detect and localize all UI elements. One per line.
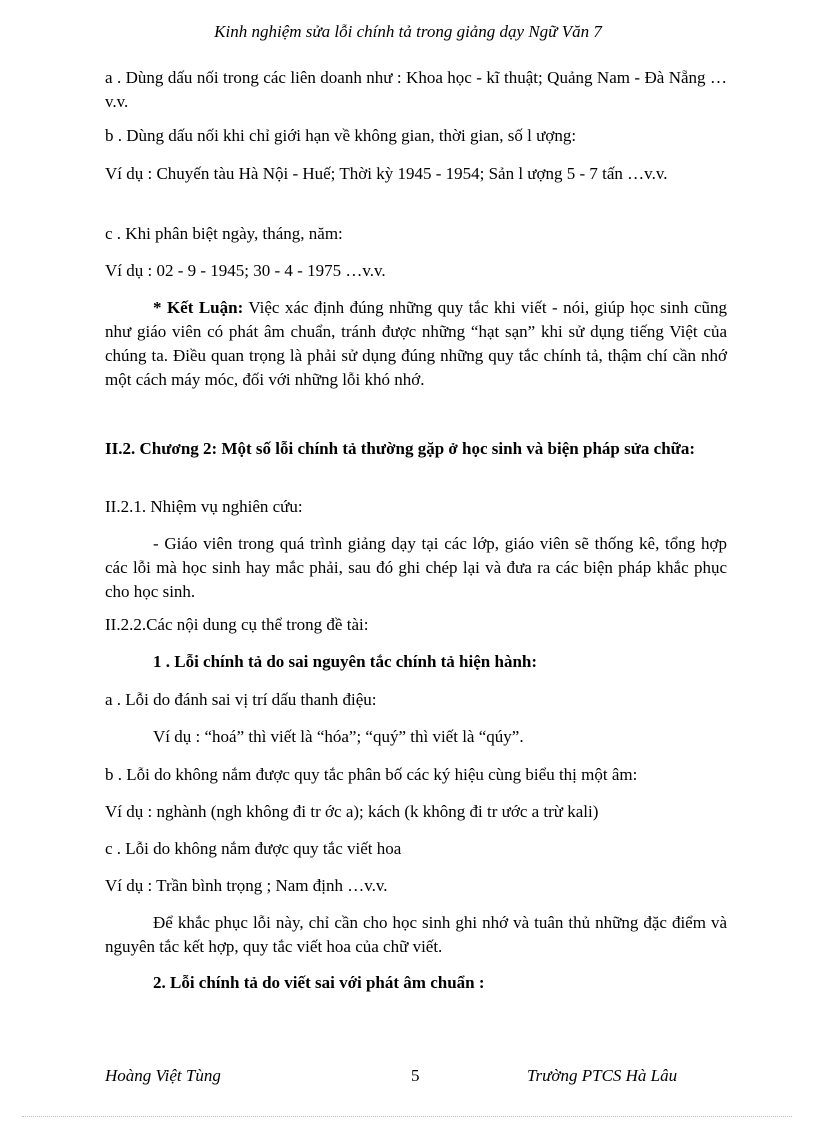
paragraph-a-hyphen-joint: a . Dùng dấu nối trong các liên doanh như : Khoa học - kĩ thuật; Quảng Nam - Đà Nẵng …v.v. (105, 68, 727, 111)
conclusion-paragraph (105, 296, 727, 392)
example-dates: Ví dụ : 02 - 9 - 1945; 30 - 4 - 1975 …v.v. (105, 261, 386, 280)
paragraph-c-dates: c . Khi phân biệt ngày, tháng, năm: (105, 224, 343, 243)
remedy-paragraph: Để khắc phục lỗi này, chỉ cần cho học sinh ghi nhớ và tuân thủ những đặc điểm và nguyên tắc kết hợp, quy tắc viết hoa của chữ viết. (105, 913, 727, 956)
paragraph-b-limit: b . Dùng dấu nối khi chỉ giới hạn về không gian, thời gian, số l ượng: (105, 126, 577, 145)
error-c-capitalization: c . Lỗi do không nắm được quy tắc viết hoa (105, 839, 402, 858)
error-b-symbols: b . Lỗi do không nắm được quy tắc phân bố các ký hiệu cùng biểu thị một âm: (105, 765, 638, 784)
footer-school: Trường PTCS Hà Lâu (527, 1066, 678, 1085)
footer-author: Hoàng Việt Tùng (105, 1066, 221, 1085)
heading-error-1: 1 . Lỗi chính tả do sai nguyên tắc chính tả hiện hành: (153, 652, 538, 671)
example-tone-mark: Ví dụ : “hoá” thì viết là “hóa”; “quý” thì viết là “qúy”. (153, 727, 524, 746)
example-symbols: Ví dụ : nghành (ngh không đi tr ớc a); kách (k không đi tr ước a trừ kali) (105, 802, 599, 821)
conclusion-text: Việc xác định đúng những quy tắc khi viết - nói, giúp học sinh cũng như giáo viên có phát âm chuẩn, tránh được những “hạt sạn” khi sử dụng tiếng Việt của chúng ta. Điều quan trọng là phải sử dụng đúng những quy tắc chính tả, thậm chí cần nhớ một cách máy móc, đối với những lỗi khó nhớ. (105, 298, 727, 389)
section-2-2-1-text: - Giáo viên trong quá trình giảng dạy tại các lớp, giáo viên sẽ thống kê, tổng hợp các lỗi mà học sinh hay mắc phải, sau đó ghi chép lại và đưa ra các biện pháp khắc phục cho học sinh. (105, 534, 727, 601)
footer-page-number: 5 (411, 1066, 420, 1085)
conclusion-label: * Kết Luận: (153, 298, 244, 317)
page-bottom-divider (22, 1116, 792, 1117)
example-capitalization: Ví dụ : Trần bình trọng ; Nam định …v.v. (105, 876, 388, 895)
chapter-2-heading: II.2. Chương 2: Một số lỗi chính tả thường gặp ở học sinh và biện pháp sửa chữa: (105, 439, 696, 458)
section-2-2-1-title: II.2.1. Nhiệm vụ nghiên cứu: (105, 497, 303, 516)
page-header: Kinh nghiệm sửa lỗi chính tả trong giảng dạy Ngữ Văn 7 (214, 22, 602, 41)
example-train-period: Ví dụ : Chuyến tàu Hà Nội - Huế; Thời kỳ 1945 - 1954; Sản l ượng 5 - 7 tấn …v.v. (105, 164, 668, 183)
error-a-tone-mark: a . Lỗi do đánh sai vị trí dấu thanh điệu: (105, 690, 377, 709)
heading-error-2: 2. Lỗi chính tả do viết sai với phát âm chuẩn : (153, 973, 485, 992)
section-2-2-2-title: II.2.2.Các nội dung cụ thể trong đề tài: (105, 615, 369, 634)
